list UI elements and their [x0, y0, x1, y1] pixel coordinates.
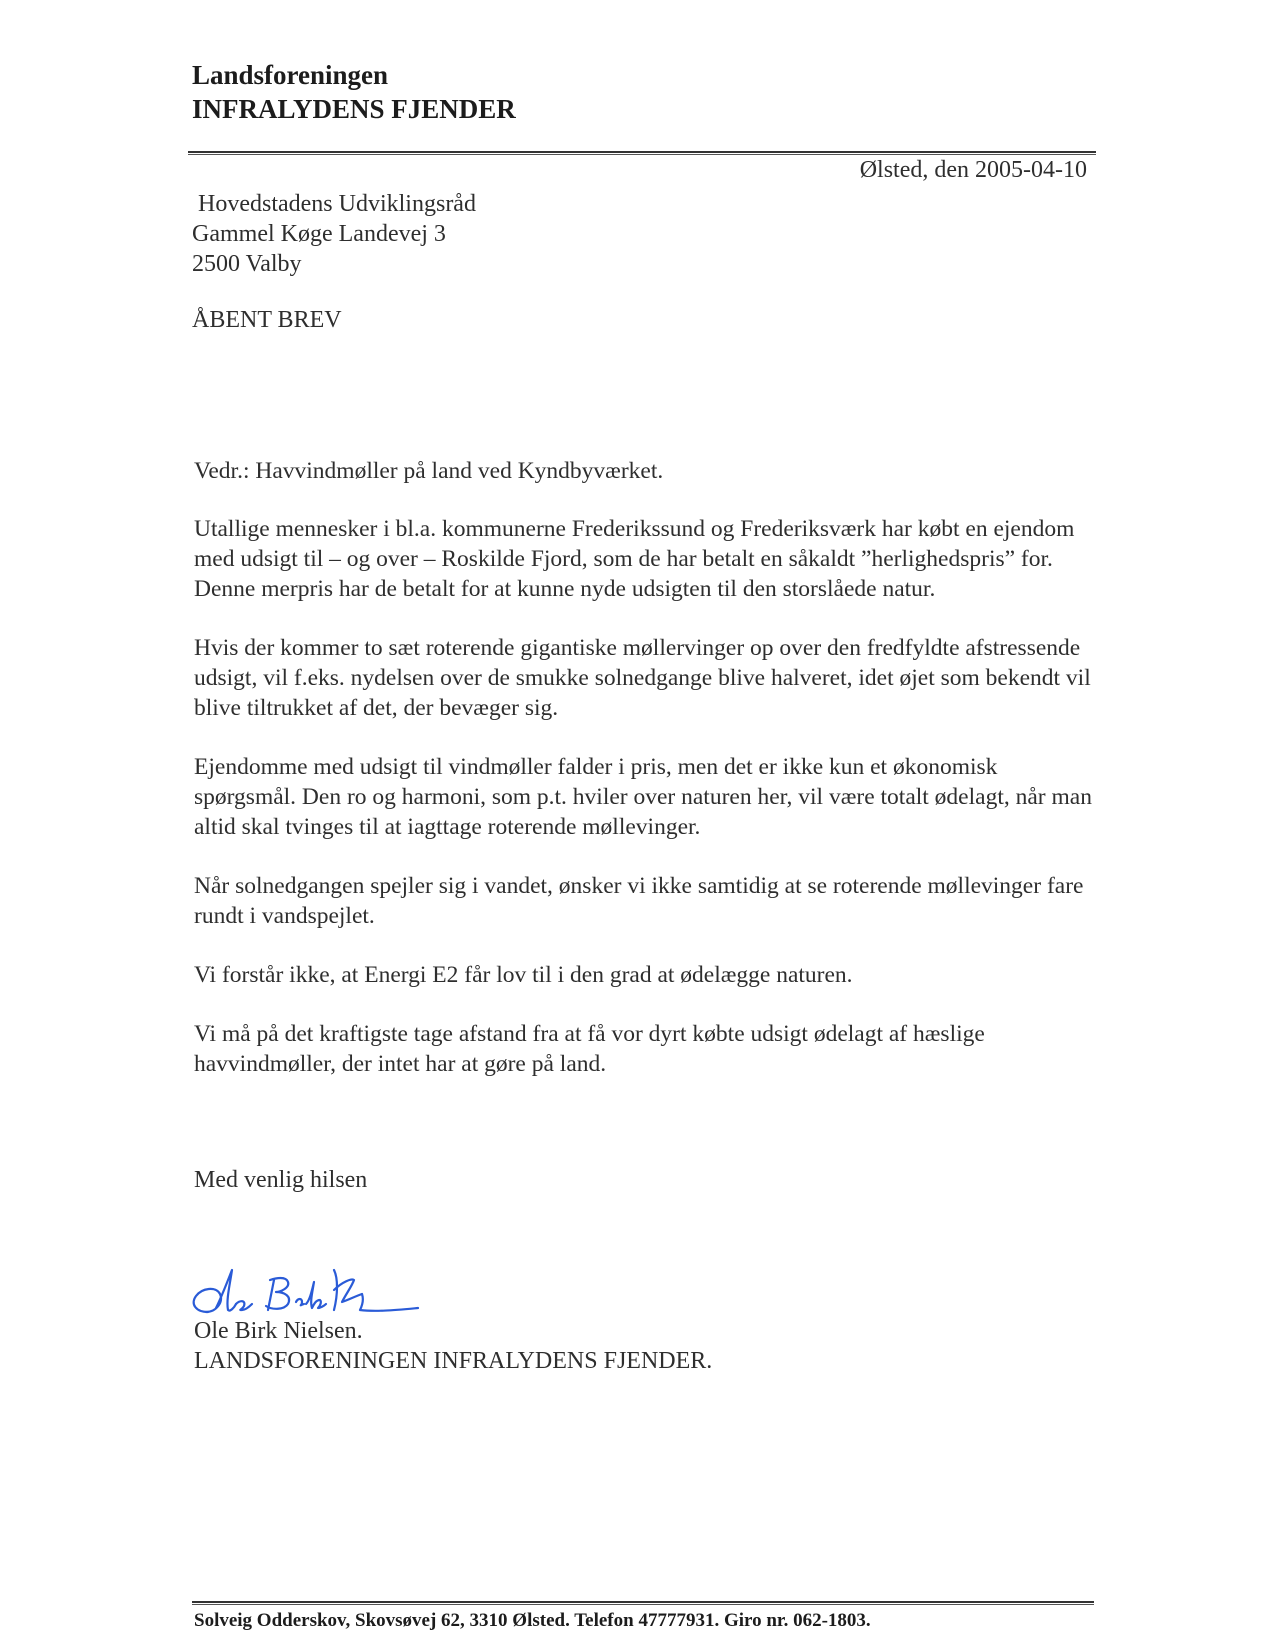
recipient-city: 2500 Valby — [192, 251, 302, 277]
letterhead-line-1: Landsforeningen — [192, 60, 389, 90]
recipient-street: Gammel Køge Landevej 3 — [192, 221, 446, 247]
recipient-address — [192, 189, 476, 279]
recipient-name: Hovedstadens Udviklingsråd — [198, 191, 476, 217]
body-paragraph-2: Hvis der kommer to sæt roterende gigantiske møllervinger op over den fredfyldte afstressende udsigt, vil f.eks. nydelsen over de smukke solnedgange blive halveret, idet øjet som bekendt vil blive tiltrukket af det, der bevæger sig. — [194, 635, 1091, 721]
signer-organization: LANDSFORENINGEN INFRALYDENS FJENDER. — [194, 1348, 713, 1374]
letter-date: Ølsted, den 2005-04-10 — [859, 157, 1087, 183]
footer-divider — [192, 1601, 1094, 1605]
header-divider — [188, 151, 1096, 155]
subject-line: Vedr.: Havvindmøller på land ved Kyndbyværket. — [194, 458, 664, 484]
footer-contact: Solveig Odderskov, Skovsøvej 62, 3310 Ølsted. Telefon 47777931. Giro nr. 062-1803. — [194, 1610, 871, 1631]
body-paragraph-5: Vi forstår ikke, at Energi E2 får lov til i den grad at ødelægge naturen. — [194, 962, 853, 988]
signer-block — [194, 1316, 712, 1376]
signer-name: Ole Birk Nielsen. — [194, 1318, 363, 1344]
closing-salutation: Med venlig hilsen — [194, 1167, 368, 1193]
body-paragraph-6: Vi må på det kraftigste tage afstand fra at få vor dyrt købte udsigt ødelagt af hæslige havvindmøller, der intet har at gøre på land. — [194, 1021, 985, 1077]
body-paragraph-3: Ejendomme med udsigt til vindmøller falder i pris, men det er ikke kun et økonomisk spørgsmål. Den ro og harmoni, som p.t. hviler over naturen her, vil være totalt ødelagt, når man altid skal tvinges til at iagttage roterende møllevinger. — [194, 754, 1092, 840]
letterhead — [192, 58, 516, 126]
body-paragraph-4: Når solnedgangen spejler sig i vandet, ønsker vi ikke samtidig at se roterende møllevinger fare rundt i vandspejlet. — [194, 873, 1084, 929]
letterhead-line-2: INFRALYDENS FJENDER — [192, 94, 516, 124]
body-paragraph-1: Utallige mennesker i bl.a. kommunerne Frederikssund og Frederiksværk har købt en ejendom med udsigt til – og over – Roskilde Fjord, som de har betalt en såkaldt ”herlighedspris” for. Denne merpris har de betalt for at kunne nyde udsigten til den storslåede natur. — [194, 516, 1075, 602]
letter-body — [194, 456, 1094, 1108]
open-letter-heading: ÅBENT BREV — [192, 307, 342, 333]
